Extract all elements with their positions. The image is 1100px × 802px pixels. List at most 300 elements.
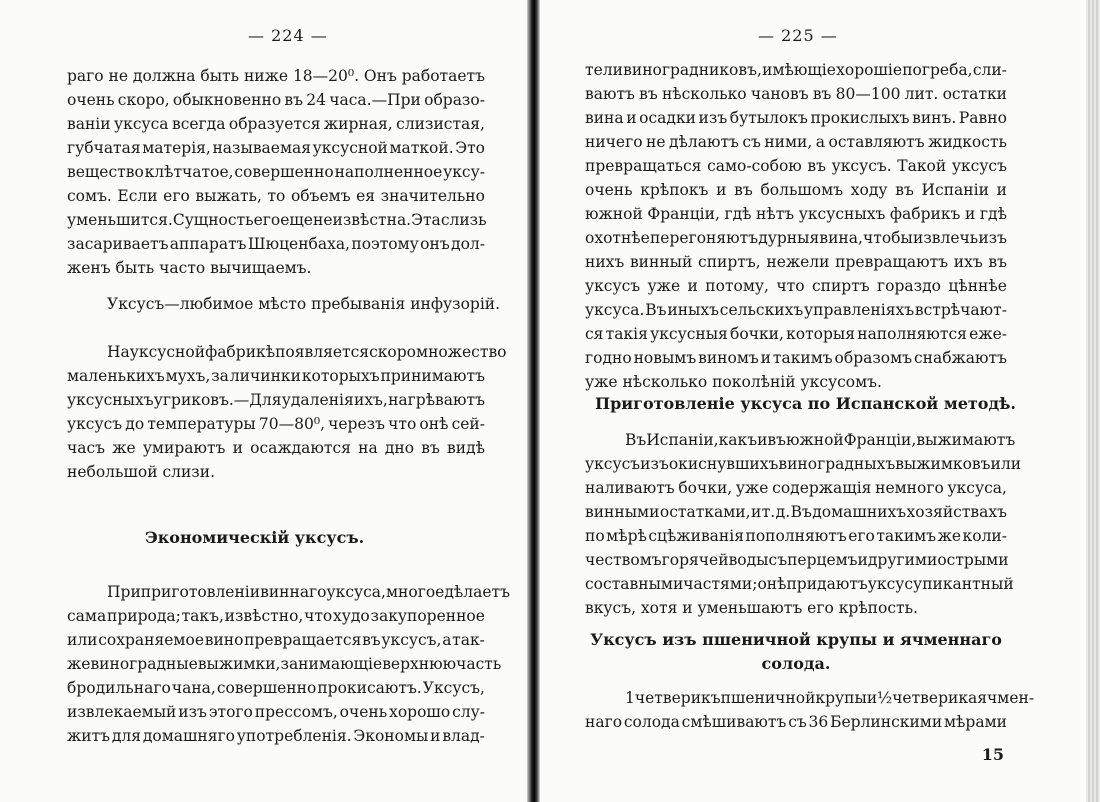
word: до	[125, 415, 145, 433]
text-line	[585, 58, 1007, 82]
word: маткой.	[389, 139, 454, 157]
word: наполненное	[334, 163, 443, 181]
word: въ	[284, 91, 304, 109]
word: встрѣчают-	[914, 301, 1007, 319]
paragraph	[67, 580, 510, 748]
word: виноградные	[90, 655, 198, 673]
word: новымъ	[633, 349, 697, 367]
page-edges	[1086, 0, 1100, 802]
text-line	[585, 524, 1007, 548]
word: уксусъ	[951, 157, 1007, 175]
word: худо	[333, 607, 370, 625]
word: часть	[456, 655, 502, 673]
word: фабрикъ	[889, 205, 961, 223]
word: Эта	[411, 211, 441, 229]
word: въ	[988, 253, 1007, 271]
word: превращаютъ	[835, 253, 949, 271]
word: уксусной	[129, 343, 206, 361]
word: вещество	[67, 163, 144, 181]
text-line	[585, 572, 1014, 596]
word: виннаго	[260, 583, 327, 601]
word: При	[107, 583, 141, 601]
word: по	[585, 527, 605, 545]
word: часа.—При	[329, 91, 421, 109]
word: и	[964, 205, 976, 223]
word: изъ	[178, 703, 207, 721]
word: Уксусъ,	[422, 679, 485, 697]
word: Испаніи	[921, 181, 989, 199]
word: большомъ	[760, 181, 844, 199]
word: онѣ	[757, 575, 787, 593]
word: остатки	[942, 85, 1007, 103]
word: умираютъ	[142, 439, 226, 457]
word: или	[67, 631, 98, 649]
word: бутылокъ	[729, 109, 808, 127]
word: т.	[761, 503, 776, 521]
word: слу-	[452, 703, 485, 721]
page-number: — 224 —	[248, 26, 328, 45]
word: на	[358, 439, 378, 457]
word: выжать,	[195, 187, 262, 205]
paragraph	[585, 686, 1035, 734]
word: же	[112, 439, 136, 457]
word: превращается	[244, 631, 362, 649]
word: дурныя	[758, 229, 820, 247]
word: наливаютъ	[585, 479, 675, 497]
word: дѣлаетъ	[444, 583, 510, 601]
section-heading: Экономическій уксусъ.	[145, 528, 365, 547]
word: прокислыхъ	[810, 109, 910, 127]
word: снабжаютъ	[913, 349, 1007, 367]
text-line: женъ быть часто вычищаемъ.	[67, 259, 312, 277]
text-line: Уксусъ—любимое мѣсто пребыванія инфузорій.	[107, 295, 501, 313]
word: извлекаемый	[67, 703, 177, 721]
word: чествомъ	[585, 551, 662, 569]
word: температуры	[147, 415, 256, 433]
word: ½	[877, 689, 893, 707]
word: спиртъ	[811, 277, 870, 295]
word: всегда	[171, 115, 226, 133]
text-line	[67, 676, 485, 700]
word: 36	[808, 713, 829, 731]
word: мухъ,	[165, 367, 211, 385]
word: онѣ	[419, 415, 449, 433]
word: сохраняемое	[98, 631, 204, 649]
word: вина	[585, 109, 624, 127]
word: съ	[788, 713, 807, 731]
word: Въ	[645, 301, 667, 319]
word: хозяйствахъ	[906, 503, 1007, 521]
word: за	[211, 367, 229, 385]
word: Въ	[625, 431, 647, 449]
word: Испаніи,	[646, 431, 719, 449]
word: крѣпокъ	[640, 181, 709, 199]
word: какъ	[718, 431, 758, 449]
word: и	[626, 109, 637, 127]
word: въ	[895, 181, 914, 199]
word: составными	[585, 575, 684, 593]
word: погреба,	[902, 61, 973, 79]
word: что	[776, 277, 805, 295]
word: охотнѣе	[585, 229, 650, 247]
word: 70—80⁰,	[258, 415, 325, 433]
word: уксусныя	[650, 325, 728, 343]
word: ходу	[850, 181, 888, 199]
word: уксусъ	[585, 277, 641, 295]
word: нагрѣваютъ	[388, 391, 485, 409]
word: тели	[585, 61, 623, 79]
word: острыми	[937, 551, 1009, 569]
word: многое	[385, 583, 445, 601]
word: личинки	[229, 367, 301, 385]
word: очень	[67, 91, 115, 109]
text-line	[585, 106, 1007, 130]
word: осаждаются	[250, 439, 351, 457]
word: же	[67, 655, 91, 673]
word: гдѣ	[979, 205, 1007, 223]
word: пикантный	[922, 575, 1014, 593]
word: осадки	[639, 109, 696, 127]
word: другими	[867, 551, 938, 569]
word: виноградниковъ,	[623, 61, 762, 79]
word: жидкость	[928, 133, 1007, 151]
word: окиснувшихъ	[668, 455, 779, 473]
word: и	[687, 277, 698, 295]
word: засариваетъ	[67, 235, 169, 253]
text-line	[67, 724, 485, 748]
word: прокисаютъ.	[317, 679, 422, 697]
word: имѣющіе	[762, 61, 836, 79]
word: значительно	[380, 187, 485, 205]
word: быть	[200, 67, 240, 85]
word: аппаратъ	[169, 235, 247, 253]
word: ваютъ	[585, 85, 635, 103]
text-line	[67, 700, 485, 724]
word: 18—20⁰.	[292, 67, 360, 85]
word: виноградныхъ	[778, 455, 896, 473]
word: видѣ	[447, 439, 485, 457]
text-line	[67, 436, 485, 460]
heading-line: солода.	[761, 654, 831, 673]
word: скоро,	[117, 91, 170, 109]
word: чана,	[171, 679, 216, 697]
word: угриковъ.—Для	[153, 391, 282, 409]
word: принимаютъ	[380, 367, 485, 385]
word: извлечь	[912, 229, 979, 247]
heading-line: Уксусъ изъ пшеничной крупы и ячменнаго	[590, 630, 1002, 649]
text-line: уже нѣсколько поколѣній уксусомъ.	[585, 373, 882, 391]
word: изъ	[978, 229, 1007, 247]
word: слизь	[440, 211, 487, 229]
word: а	[442, 631, 452, 649]
word: Сущность	[172, 211, 254, 229]
word: выжимки,	[197, 655, 281, 673]
word: должна	[132, 67, 196, 85]
word: онъ	[420, 235, 450, 253]
word: житъ	[67, 727, 111, 745]
paragraph	[585, 428, 1022, 620]
word: и	[866, 689, 878, 707]
word: такъ,	[181, 607, 224, 625]
page-number: — 225 —	[758, 26, 838, 45]
word: и	[996, 181, 1007, 199]
word: Франціи,	[647, 205, 720, 223]
word: сли-	[972, 61, 1007, 79]
word: лит.	[904, 85, 939, 103]
word: и	[430, 727, 441, 745]
text-line	[585, 452, 1022, 476]
text-line	[585, 250, 1007, 274]
word: не	[312, 211, 333, 229]
word: влад-	[442, 727, 485, 745]
word: уксусныхъ	[798, 205, 886, 223]
text-line	[585, 686, 1035, 710]
word: бочки,	[730, 325, 784, 343]
word: гораздо	[877, 277, 941, 295]
text-line: вкусъ, хотя и уменьшаютъ его крѣпость.	[585, 599, 918, 617]
word: изъ	[698, 109, 728, 127]
word: ихъ	[953, 253, 983, 271]
word: что	[304, 607, 333, 625]
word: уксусъ.	[831, 157, 892, 175]
word: и	[760, 349, 771, 367]
word: виномъ	[698, 349, 759, 367]
section-heading	[585, 628, 1007, 676]
word: южной	[786, 431, 844, 449]
word: ихъ,	[353, 391, 388, 409]
word: остатками,	[659, 503, 751, 521]
word: Онъ	[363, 67, 397, 85]
word: ваніи	[67, 115, 111, 133]
word: четверика	[892, 689, 978, 707]
word: часъ	[67, 439, 106, 457]
word: очень	[339, 703, 388, 721]
word: бродильнаго	[67, 679, 171, 697]
word: его	[163, 187, 190, 205]
word: а	[815, 133, 826, 151]
word: объемъ	[290, 187, 351, 205]
word: уксусъ,	[381, 631, 442, 649]
word: скоро	[369, 343, 417, 361]
text-line	[585, 710, 1007, 734]
word: наполняются	[857, 325, 967, 343]
word: солода	[623, 713, 680, 731]
word: съ	[768, 551, 788, 569]
word: въ	[734, 181, 753, 199]
word: же	[937, 527, 962, 545]
word: его	[848, 527, 875, 545]
word: занимающіе	[280, 655, 383, 673]
word: хорошо	[389, 703, 451, 721]
text-line	[67, 112, 485, 136]
word: удаленія	[281, 391, 354, 409]
word: сцѣживанія	[648, 527, 744, 545]
word: пополняютъ	[745, 527, 847, 545]
word: содержащія	[772, 479, 872, 497]
word: матерія,	[142, 139, 211, 157]
word: Экономы	[353, 727, 429, 745]
word: употребленія.	[236, 727, 352, 745]
word: южной	[585, 205, 643, 223]
text-line	[67, 232, 485, 256]
word: еще	[280, 211, 313, 229]
word: уксуса	[114, 115, 169, 133]
word: Это	[455, 139, 485, 157]
word: и	[857, 551, 868, 569]
word: вина,	[819, 229, 863, 247]
word: и	[757, 431, 768, 449]
text-line	[585, 154, 1007, 178]
word: нихъ	[585, 253, 625, 271]
word: потому,	[705, 277, 769, 295]
word: которыя	[786, 325, 856, 343]
word: ячмен-	[977, 689, 1035, 707]
word: чтобы	[863, 229, 913, 247]
text-line	[67, 604, 485, 628]
word: выжимаютъ	[916, 431, 1016, 449]
text-line	[585, 322, 1007, 346]
paragraph	[67, 340, 507, 484]
word: прессомъ,	[254, 703, 338, 721]
word: уже	[735, 479, 769, 497]
word: чановъ	[750, 85, 809, 103]
word: иныхъ	[667, 301, 719, 319]
word: Равно	[958, 109, 1007, 127]
text-line	[585, 298, 1007, 322]
word: въ	[812, 85, 832, 103]
word: не	[646, 133, 666, 151]
word: закупоренное	[370, 607, 485, 625]
word: клѣтчатое,	[144, 163, 234, 181]
word: так-	[452, 631, 485, 649]
word: нѣтъ	[756, 205, 795, 223]
word: или	[990, 455, 1022, 473]
word: нѣсколько	[661, 85, 747, 103]
text-line	[67, 580, 510, 604]
word: образомъ	[834, 349, 913, 367]
word: такимъ	[876, 527, 937, 545]
word: хорошіе	[836, 61, 902, 79]
text-line	[585, 202, 1007, 226]
word: цѣннѣе	[948, 277, 1007, 295]
word: въ	[639, 85, 658, 103]
word: нежели	[766, 253, 830, 271]
word: спиртъ,	[698, 253, 761, 271]
word: что	[388, 415, 417, 433]
word: оставляютъ	[828, 133, 925, 151]
word: множество	[416, 343, 507, 361]
text-line	[585, 428, 1016, 452]
text-line	[67, 340, 507, 364]
word: природа;	[106, 607, 181, 625]
word: въ	[767, 431, 787, 449]
word: перегоняютъ	[649, 229, 759, 247]
word: немного	[875, 479, 944, 497]
left-page	[0, 0, 530, 802]
word: обыкновенно	[172, 91, 282, 109]
text-line	[585, 274, 1007, 298]
right-page	[537, 0, 1100, 802]
word: домашнихъ	[812, 503, 907, 521]
word: 80—100	[835, 85, 901, 103]
word: дѣлаютъ	[668, 133, 739, 151]
section-heading: Приготовленіе уксуса по Испанской методѣ.	[595, 394, 1016, 413]
word: съ	[742, 133, 761, 151]
word: Франціи,	[843, 431, 917, 449]
word: крупы	[815, 689, 867, 707]
word: уксуса.	[585, 301, 645, 319]
word: черезъ	[328, 415, 385, 433]
text-line	[67, 628, 485, 652]
word: дол-	[451, 235, 485, 253]
word: очень	[585, 181, 633, 199]
word: слизистая,	[396, 115, 485, 133]
text-line	[67, 208, 485, 232]
word: маленькихъ	[67, 367, 165, 385]
text-line	[67, 184, 485, 208]
word: уксу-	[443, 163, 485, 181]
word: перцемъ	[787, 551, 858, 569]
word: д.	[775, 503, 791, 521]
text-line	[67, 652, 502, 676]
word: дно	[384, 439, 415, 457]
word: Въ	[790, 503, 812, 521]
word: уже	[647, 277, 681, 295]
word: въ	[807, 157, 826, 175]
word: сомъ.	[67, 187, 112, 205]
printer-signature: 15	[981, 745, 1004, 764]
word: мѣрѣ	[606, 527, 647, 545]
word: бочки,	[678, 479, 733, 497]
word: коли-	[962, 527, 1007, 545]
word: ниже	[243, 67, 289, 85]
text-line	[67, 412, 485, 436]
word: смѣшиваютъ	[681, 713, 787, 731]
word: которыхъ	[301, 367, 380, 385]
word: сей-	[451, 415, 485, 433]
word: само-собою	[707, 157, 802, 175]
word: ся	[585, 325, 604, 343]
text-line	[585, 346, 1007, 370]
word: и	[716, 181, 727, 199]
text-line	[585, 548, 1007, 572]
word: домашняго	[142, 727, 235, 745]
word: ними,	[764, 133, 813, 151]
word: въ	[421, 439, 440, 457]
word: наго	[585, 713, 623, 731]
word: гдѣ	[724, 205, 752, 223]
word: 24	[306, 91, 326, 109]
word: поэтому	[351, 235, 419, 253]
word: въ	[362, 631, 381, 649]
paragraph	[67, 64, 485, 280]
word: уксусъ	[585, 455, 641, 473]
word: превращаться	[585, 157, 702, 175]
word: ничего	[585, 133, 643, 151]
word: такимъ	[772, 349, 833, 367]
word: называемая	[212, 139, 312, 157]
word: не	[108, 67, 129, 85]
word: четверикъ	[634, 689, 721, 707]
word: сельскихъ	[719, 301, 804, 319]
word: фабрикѣ	[205, 343, 276, 361]
word: верхнюю	[382, 655, 457, 673]
text-line	[585, 476, 1007, 500]
word: губчатая	[67, 139, 141, 157]
paragraph	[585, 58, 1007, 394]
word: его	[253, 211, 281, 229]
word: 1	[625, 689, 635, 707]
